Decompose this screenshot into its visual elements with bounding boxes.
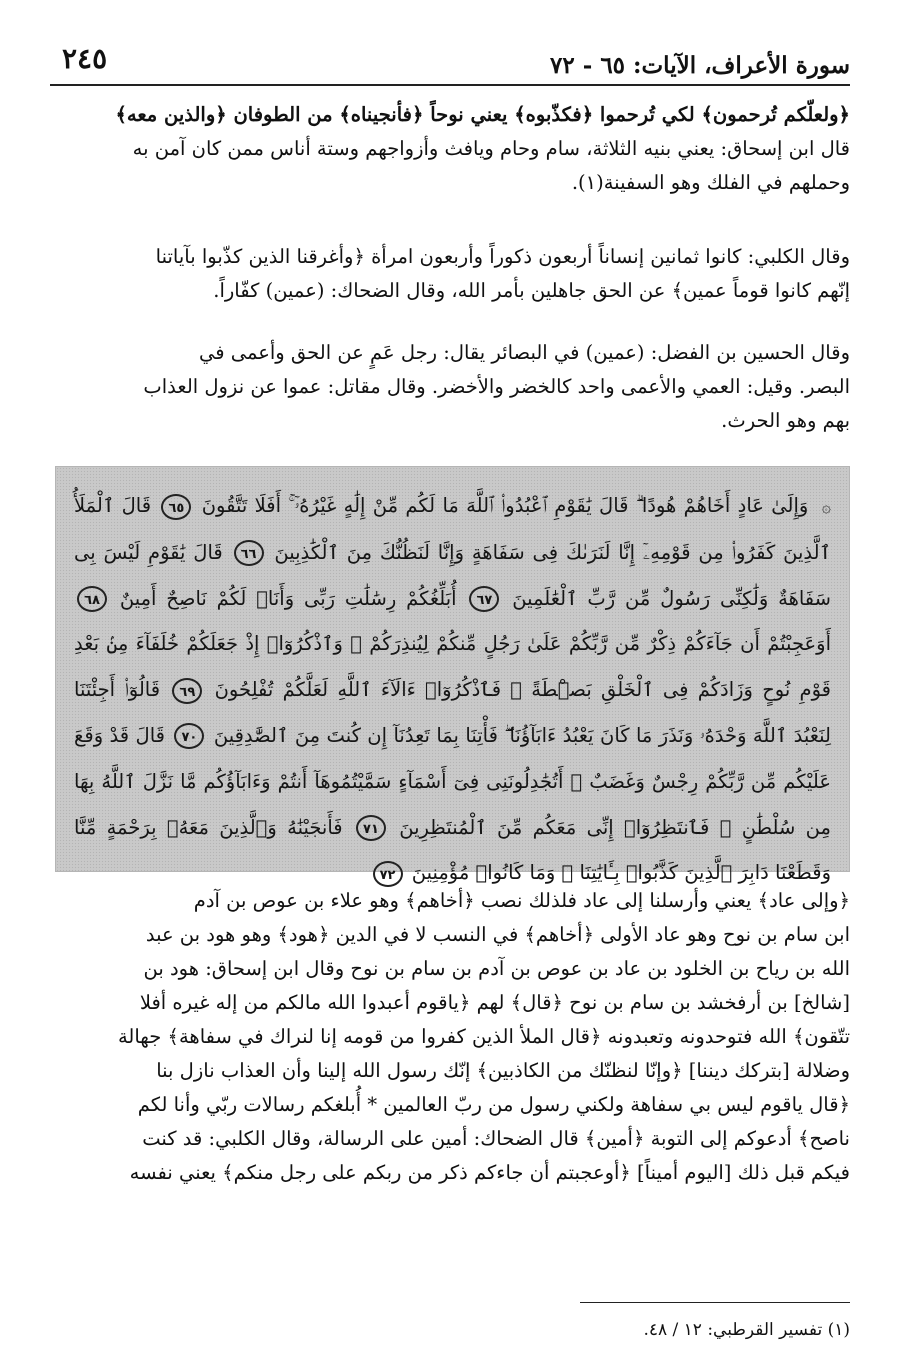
text-line: [شالخ] بن أرفخشد بن سام بن نوح ﴿قال﴾ لهم ﴿ياقوم أعبدوا الله مالكم من إله غيره أفلا (139, 991, 850, 1014)
verse-number: ٧٠ (174, 723, 204, 749)
commentary-paragraph-kalbi (55, 240, 850, 308)
verse-number: ٦٩ (172, 678, 202, 704)
quran-verses (74, 483, 831, 896)
text-line: إنّهم كانوا قوماً عمين﴾ عن الحق جاهلين بأمر الله، وقال الضحاك: (عمين) كفّاراً. (213, 279, 850, 302)
verse-text: وَإِلَىٰ عَادٍ أَخَاهُمْ هُودًا ۗ قَالَ يَٰقَوْمِ ٱعْبُدُوا۟ ٱللَّهَ مَا لَكُم مِّنْ إِلَٰهٍ غَيْرُهُۥٓ ۚ أَفَلَا تَتَّقُونَ (201, 494, 809, 517)
text-line: وحملهم في الفلك وهو السفينة(١). (571, 171, 850, 194)
verse-text: أَوَعَجِبْتُمْ أَن جَآءَكُمْ ذِكْرٌ مِّن رَّبِّكُمْ عَلَىٰ رَجُلٍ مِّنكُمْ لِيُنذِرَكُمْ ۚ وَٱذْكُرُوٓا۟ إِذْ جَعَلَكُمْ خُلَفَآءَ مِنۢ بَعْدِ قَوْمِ نُوحٍ وَزَادَكُمْ فِى ٱلْخَلْقِ بَصْۜطَةً ۖ فَٱذْكُرُوٓا۟ ءَالَآءَ ٱللَّهِ لَعَلَّكُمْ تُفْلِحُونَ (74, 632, 832, 702)
verse-number: ٦٦ (234, 540, 264, 566)
verse-text: قَالَ ٱلْمَلَأُ ٱلَّذِينَ كَفَرُوا۟ مِن قَوْمِهِۦٓ إِنَّا لَنَرَىٰكَ فِى سَفَاهَةٍ وَإِنَّا لَنَظُنُّكَ مِنَ ٱلْكَٰذِبِينَ (74, 494, 831, 564)
page-number: ٢٤٥ (62, 42, 108, 75)
commentary-paragraph-husayn (55, 336, 850, 438)
text-line: ﴿ولعلّكم تُرحمون﴾ لكي تُرحموا ﴿فكذّبوه﴾ يعني نوحاً ﴿فأنجيناه﴾ من الطوفان ﴿والذين معه﴾ (115, 103, 850, 126)
verse-number: ٦٧ (469, 586, 499, 612)
text-line: وقال الكلبي: كانوا ثمانين إنساناً أربعون ذكوراً وأربعون امرأة ﴿وأغرقنا الذين كذّبوا بآياتنا (155, 245, 850, 268)
text-line: تتّقون﴾ الله فتوحدونه وتعبدونه ﴿قال الملأ الذين كفروا من قومه إنا لنراك في سفاهة﴾ جهالة (117, 1025, 850, 1048)
verse-text: فَأَنجَيْنَٰهُ وَٱلَّذِينَ مَعَهُۥ بِرَحْمَةٍ مِّنَّا وَقَطَعْنَا دَابِرَ ٱلَّذِينَ كَذَّبُوا۟ بِـَٔايَٰتِنَا ۖ وَمَا كَانُوا۟ مُؤْمِنِينَ (74, 815, 831, 885)
verse-number: ٦٥ (161, 494, 191, 520)
verse-text: قَالَ قَدْ وَقَعَ عَلَيْكُم مِّن رَّبِّكُمْ رِجْسٌ وَغَضَبٌ ۖ أَتُجَٰدِلُونَنِى فِىٓ أَسْمَآءٍ سَمَّيْتُمُوهَآ أَنتُمْ وَءَابَآؤُكُم مَّا نَزَّلَ ٱللَّهُ بِهَا مِن سُلْطَٰنٍ ۚ فَٱنتَظِرُوٓا۟ إِنِّى مَعَكُم مِّنَ ٱلْمُنتَظِرِينَ (74, 723, 831, 839)
surah-title: سورة الأعراف، الآيات: ٦٥ - ٧٢ (550, 52, 850, 79)
text-line: ﴿قال ياقوم ليس بي سفاهة ولكني رسول من ربّ العالمين * أُبلغكم رسالات ربّي وأنا لكم (137, 1093, 850, 1116)
verse-number: ٦٨ (77, 586, 107, 612)
text-line: قال ابن إسحاق: يعني بنيه الثلاثة، سام وحام ويافث وأزواجهم وستة أناس ممن كان آمن به (132, 137, 850, 160)
text-line: ﴿وإلى عاد﴾ يعني وأرسلنا إلى عاد فلذلك نصب ﴿أخاهم﴾ وهو علاء بن عوص بن آدم (193, 889, 850, 912)
verse-text: أُبَلِّغُكُمْ رِسَٰلَٰتِ رَبِّى وَأَنَا۠ لَكُمْ نَاصِحٌ أَمِينٌ (119, 586, 457, 610)
commentary-paragraph-1 (55, 98, 850, 200)
footnote: (١) تفسير القرطبي: ١٢ / ٤٨. (643, 1320, 850, 1340)
quran-verses-box (55, 466, 850, 885)
verse-text: قَالَ يَٰقَوْمِ لَيْسَ بِى سَفَاهَةٌ وَلَٰكِنِّى رَسُولٌ مِّن رَّبِّ ٱلْعَٰلَمِينَ (74, 540, 831, 610)
verse-text: قَالُوٓا۟ أَجِئْتَنَا لِنَعْبُدَ ٱللَّهَ وَحْدَهُۥ وَنَذَرَ مَا كَانَ يَعْبُدُ ءَابَآؤُنَا ۖ فَأْتِنَا بِمَا تَعِدُنَآ إِن كُنتَ مِنَ ٱلصَّٰدِقِينَ (74, 678, 831, 747)
text-line: البصر. وقيل: العمي والأعمى واحد كالخضر والأخضر. وقال مقاتل: عموا عن نزول العذاب (143, 375, 850, 398)
text-line: وضلالة [بتركك ديننا] ﴿وإنّا لنظنّك من الكاذبين﴾ إنّك رسول الله إلينا وأن العذاب نازل بنا (156, 1059, 850, 1082)
text-line: ناصح﴾ أدعوكم إلى التوبة ﴿أمين﴾ قال الضحاك: أمين على الرسالة، وقال الكلبي: قد كنت (142, 1127, 850, 1150)
page-header (50, 40, 850, 86)
rub-el-hizb-icon: ۞ (821, 497, 831, 516)
verse-number: ٧١ (356, 815, 386, 841)
text-line: ابن سام بن نوح وهو عاد الأولى ﴿أخاهم﴾ في النسب لا في الدين ﴿هود﴾ وهو هود بن عبد (145, 923, 850, 946)
text-line: الله بن رياح بن الخلود بن عاد بن عوص بن آدم بن سام بن نوح وقال ابن إسحاق: هود بن (143, 957, 850, 980)
text-line: بهم وهو الحرث. (721, 409, 850, 432)
text-line: وقال الحسين بن الفضل: (عمين) في البصائر يقال: رجل عَمٍ عن الحق وأعمى في (198, 341, 850, 364)
commentary-paragraph-aad (55, 884, 850, 1190)
text-line: فيكم قبل ذلك [اليوم أميناً] ﴿أوعجبتم أن جاءكم ذكر من ربكم على رجل منكم﴾ يعني نفسه (129, 1161, 850, 1184)
verse-number: ٧٢ (373, 861, 403, 887)
footnote-divider (580, 1302, 850, 1303)
